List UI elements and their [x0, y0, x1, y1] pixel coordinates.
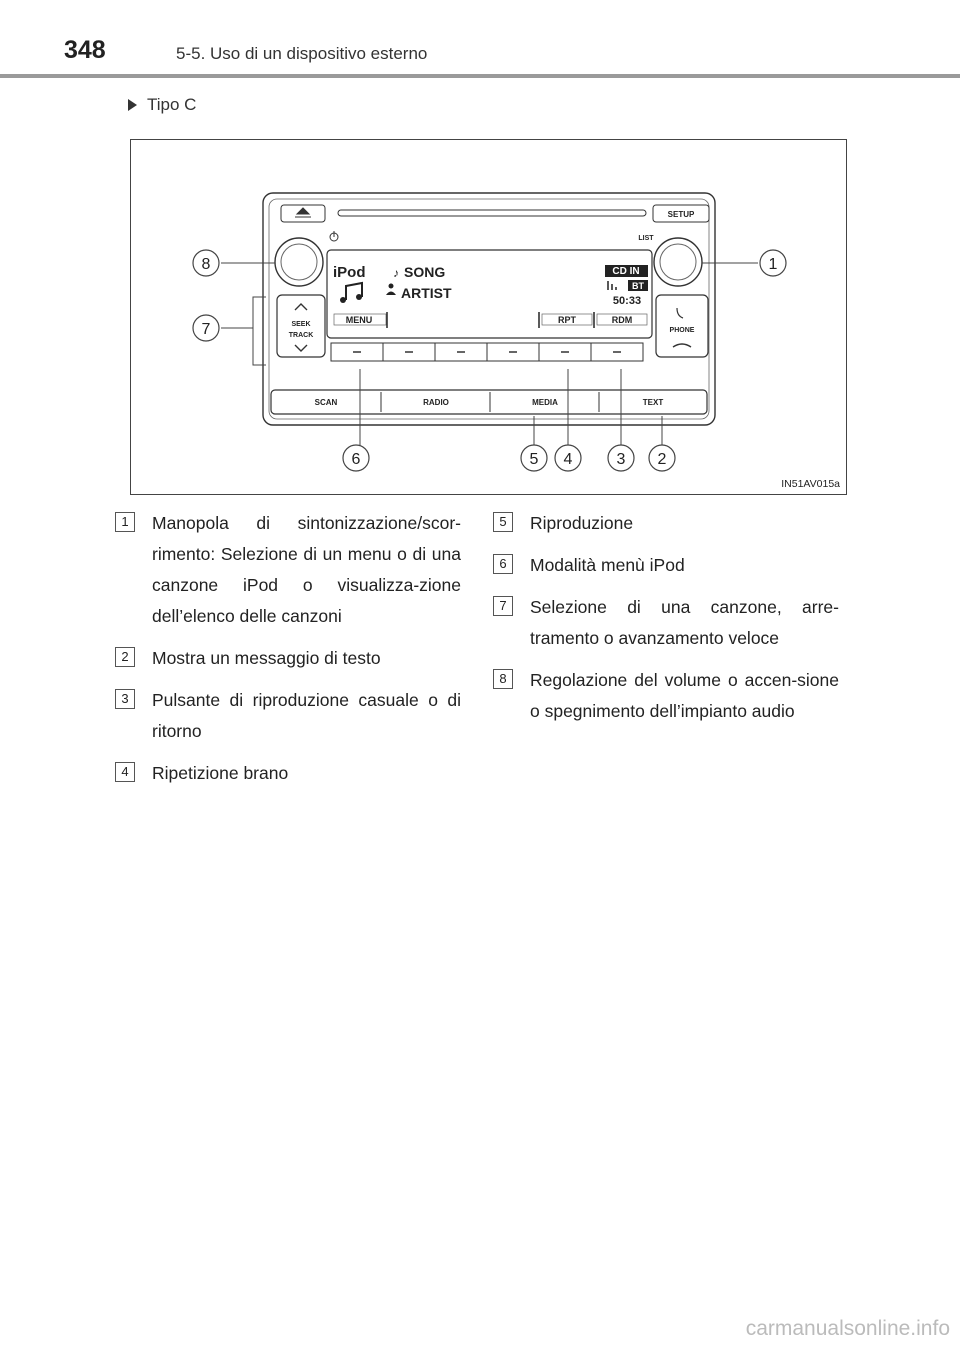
media-button[interactable]: MEDIA	[532, 398, 558, 407]
legend-text: Regolazione del volume o accen-sione o spegnimento dell’impianto audio	[530, 670, 839, 721]
header-rule	[0, 74, 960, 78]
display-source: iPod	[333, 264, 366, 281]
legend-item	[115, 758, 461, 789]
svg-text:RDM: RDM	[611, 315, 633, 325]
legend-number: 3	[115, 689, 135, 709]
legend-number: 2	[115, 647, 135, 667]
callout-8: 8	[201, 256, 211, 273]
legend-text: Ripetizione brano	[152, 763, 289, 783]
legend-item	[493, 550, 839, 581]
display-artist: ARTIST	[401, 285, 452, 301]
callout-6: 6	[351, 451, 361, 468]
subheading-text: Tipo C	[147, 95, 197, 114]
subheading	[128, 95, 196, 115]
phone-button[interactable]	[656, 295, 708, 357]
callout-3: 3	[616, 451, 626, 468]
callout-2: 2	[657, 451, 667, 468]
figure-code: IN51AV015a	[781, 478, 840, 490]
legend-right-column	[493, 508, 839, 738]
list-label: LIST	[638, 235, 654, 242]
legend-text: Mostra un messaggio di testo	[152, 648, 381, 668]
setup-label: SETUP	[667, 210, 695, 219]
legend-text: Manopola di sintonizzazione/scor-rimento: Selezione di un menu o di una canzone iPod o visualizza-zione dell’elenco delle canzoni	[152, 513, 461, 626]
note-icon: ♪	[393, 266, 399, 280]
callout-4: 4	[563, 451, 573, 468]
legend-item	[493, 592, 839, 654]
callout-7: 7	[201, 321, 211, 338]
svg-text:BT: BT	[632, 281, 644, 291]
legend-item	[493, 665, 839, 727]
svg-text:SEEK: SEEK	[291, 321, 311, 328]
svg-text:RPT: RPT	[558, 315, 576, 325]
legend-item	[493, 508, 839, 539]
text-button[interactable]: TEXT	[642, 398, 664, 407]
display-song: SONG	[404, 264, 446, 280]
legend-number: 1	[115, 512, 135, 532]
legend-number: 5	[493, 512, 513, 532]
page-number: 348	[64, 36, 106, 64]
legend-text: Modalità menù iPod	[530, 555, 685, 575]
svg-text:MENU: MENU	[345, 315, 373, 325]
tune-scroll-knob[interactable]	[654, 238, 702, 286]
legend-number: 6	[493, 554, 513, 574]
legend-number: 8	[493, 669, 513, 689]
svg-text:PHONE: PHONE	[669, 327, 695, 334]
watermark: carmanualsonline.info	[745, 1317, 950, 1340]
legend-number: 7	[493, 596, 513, 616]
artist-icon	[389, 284, 394, 289]
legend-item	[115, 643, 461, 674]
callout-1: 1	[768, 256, 778, 273]
legend-item	[115, 508, 461, 632]
audio-unit-illustration	[131, 140, 848, 496]
section-title: 5-5. Uso di un dispositivo esterno	[176, 44, 428, 63]
legend-item	[115, 685, 461, 747]
legend-left-column	[115, 508, 461, 800]
cd-slot	[338, 210, 646, 216]
preset-buttons	[331, 343, 643, 361]
triangle-bullet-icon	[128, 99, 137, 111]
display-time: 50:33	[612, 295, 642, 307]
legend-text: Selezione di una canzone, arre-tramento o avanzamento veloce	[530, 597, 839, 648]
svg-text:TRACK: TRACK	[288, 332, 314, 339]
legend-text: Riproduzione	[530, 513, 634, 533]
legend-number: 4	[115, 762, 135, 782]
callout-5: 5	[529, 451, 539, 468]
figure-frame	[130, 139, 847, 495]
legend-text: Pulsante di riproduzione casuale o di ritorno	[152, 690, 461, 741]
radio-button[interactable]: RADIO	[423, 398, 449, 407]
scan-button[interactable]: SCAN	[314, 398, 338, 407]
volume-power-knob[interactable]	[275, 238, 323, 286]
svg-text:CD IN: CD IN	[612, 266, 640, 277]
